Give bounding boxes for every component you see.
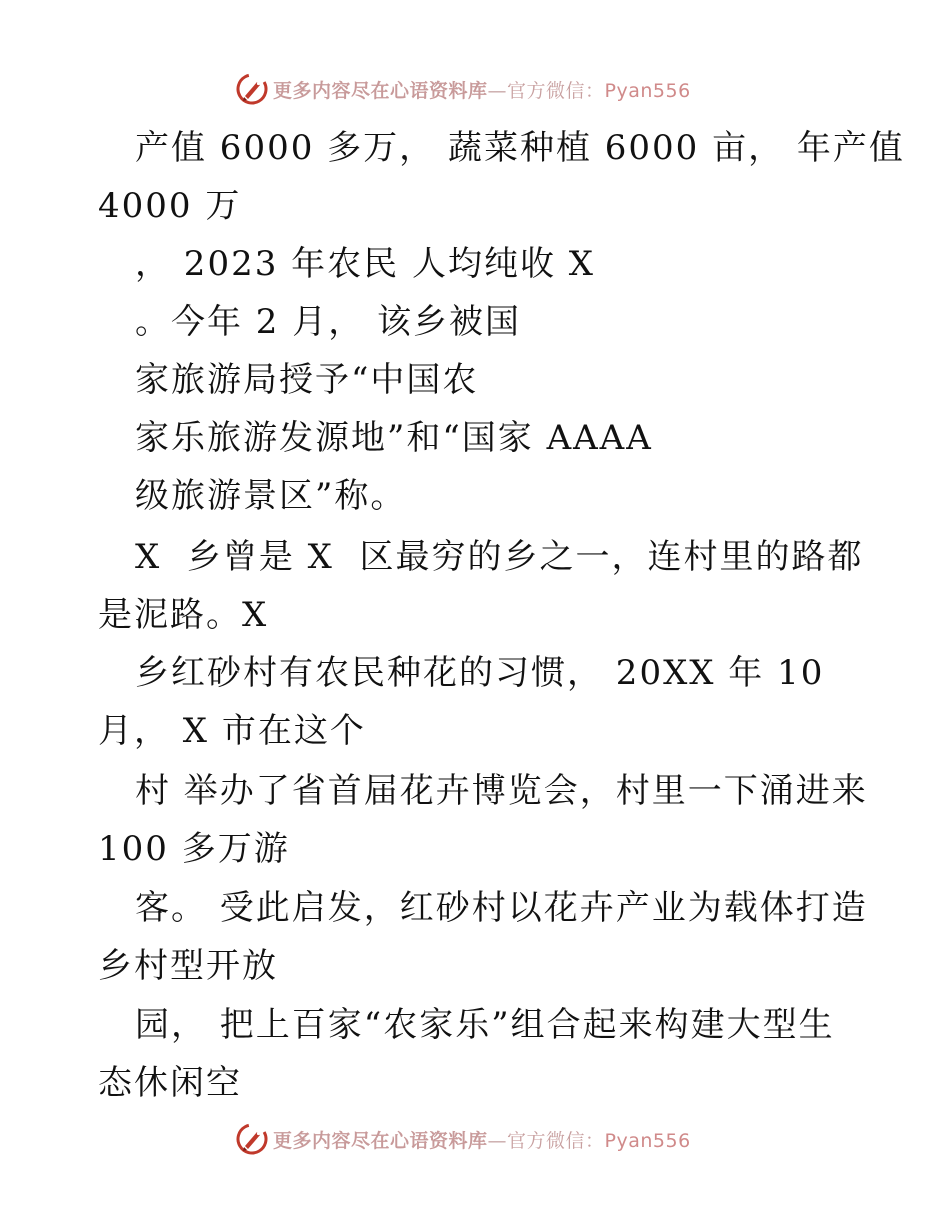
body-line: 月， X 市在这个 (98, 711, 366, 751)
body-line: 产值 6000 多万， 蔬菜种植 6000 亩， 年产值 (135, 128, 905, 168)
body-line: 100 多万游 (98, 829, 290, 869)
body-line: 态休闲空 (98, 1063, 242, 1103)
body-line: 村 举办了省首届花卉博览会，村里一下涌进来 (135, 771, 868, 811)
body-line: 园， 把上百家“农家乐”组合起来构建大型生 (135, 1005, 835, 1045)
pen-logo-icon (235, 1122, 269, 1156)
body-line: 是泥路。X (98, 595, 269, 635)
watermark-banner-bottom (235, 1122, 691, 1156)
watermark-wechat-id: Pyan556 (604, 79, 691, 102)
body-line: 客。 受此启发，红砂村以花卉产业为载体打造 (135, 888, 868, 928)
body-line: ， 2023 年农民 人均纯收 X (135, 244, 595, 284)
watermark-label: 官方微信： (507, 79, 605, 102)
watermark-site: 更多内容尽在心语资料库 (273, 79, 488, 102)
watermark-separator: — (487, 79, 508, 102)
watermark-label: 官方微信： (507, 1129, 605, 1152)
watermark-separator: — (487, 1129, 508, 1152)
body-line: 乡红砂村有农民种花的习惯， 20XX 年 10 (135, 653, 825, 693)
body-line: 家旅游局授予“中国农 (135, 360, 479, 400)
body-line: 。今年 2 月， 该乡被国 (135, 302, 522, 342)
watermark-wechat-id: Pyan556 (604, 1129, 691, 1152)
body-line: 4000 万 (98, 186, 242, 226)
body-line: 家乐旅游发源地”和“国家 AAAA (135, 418, 653, 458)
body-line: 乡村型开放 (98, 946, 278, 986)
body-line: X 乡曾是 X 区最穷的乡之一，连村里的路都 (135, 537, 864, 577)
watermark-text (273, 1126, 691, 1153)
body-line: 级旅游景区”称。 (135, 476, 407, 516)
watermark-site: 更多内容尽在心语资料库 (273, 1129, 488, 1152)
